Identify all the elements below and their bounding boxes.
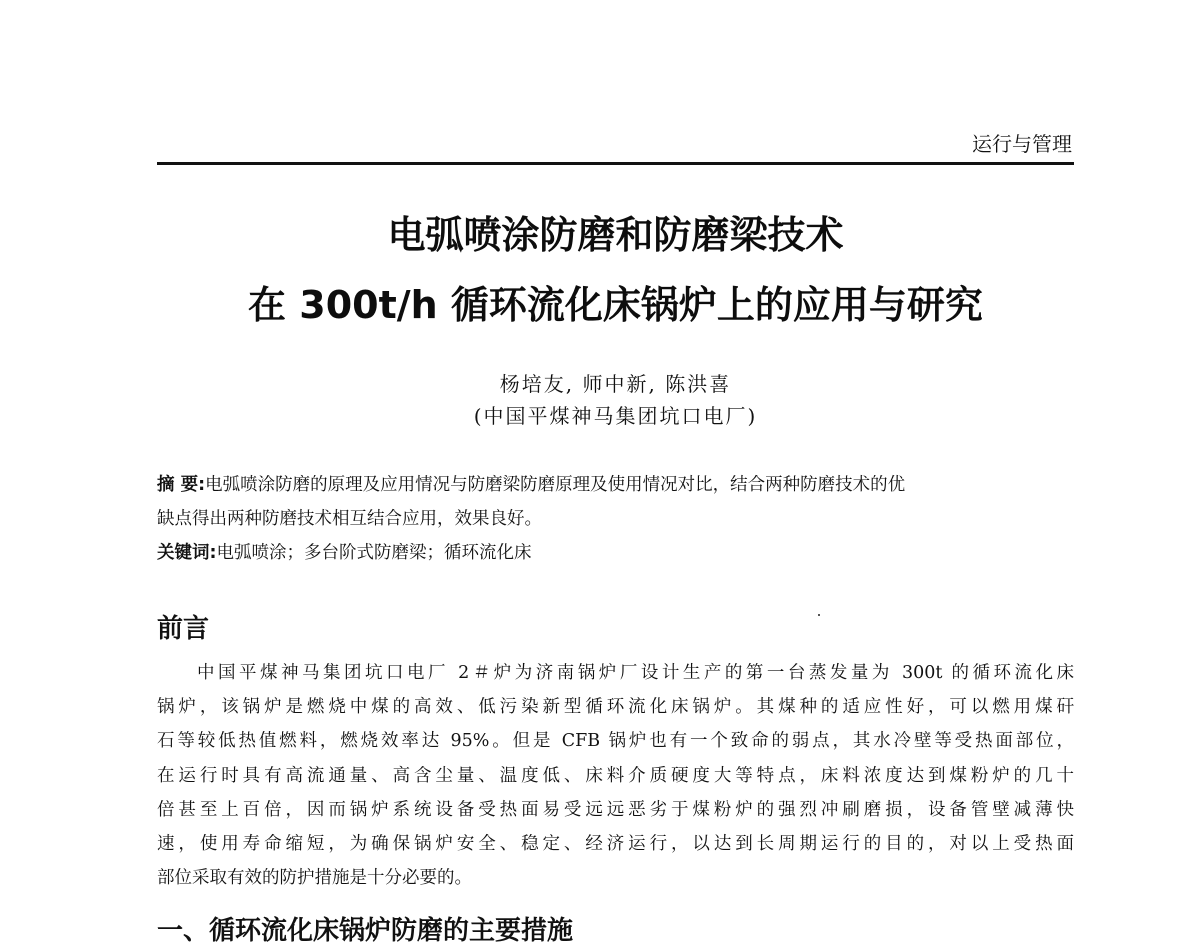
preface-heading: 前言 bbox=[157, 614, 210, 644]
author-names: 杨培友, 师中新, 陈洪喜 bbox=[499, 372, 732, 396]
header-rule bbox=[157, 162, 1074, 165]
section-1-heading: 一、循环流化床锅炉防磨的主要措施 bbox=[157, 916, 574, 946]
abstract-text-1: 电弧喷涂防磨的原理及应用情况与防磨梁防磨原理及使用情况对比，结合两种防磨技术的优 bbox=[205, 475, 906, 495]
paragraph-line: 在运行时具有高流通量、高含尘量、温度低、床料介质硬度大等特点，床料浓度达到煤粉炉的几十 bbox=[157, 765, 1074, 786]
abstract-block bbox=[157, 468, 1074, 570]
paragraph-line: 速，使用寿命缩短，为确保锅炉安全、稳定、经济运行，以达到长周期运行的目的，对以上受热面 bbox=[157, 834, 1074, 855]
title-line-1: 电弧喷涂防磨和防磨梁技术 bbox=[387, 213, 844, 257]
scan-speck bbox=[818, 614, 820, 616]
author-affiliation: (中国平煤神马集团坑口电厂) bbox=[473, 404, 758, 428]
paragraph-line: 倍甚至上百倍，因而锅炉系统设备受热面易受远远恶劣于煤粉炉的强烈冲刷磨损，设备管壁减薄快 bbox=[157, 799, 1074, 820]
keywords-label: 关键词: bbox=[157, 543, 217, 563]
abstract-label: 摘 要: bbox=[157, 475, 206, 495]
keywords-text: 电弧喷涂；多台阶式防磨梁；循环流化床 bbox=[216, 543, 532, 563]
author-block bbox=[157, 368, 1074, 432]
paragraph-line: 中国平煤神马集团坑口电厂 2＃炉为济南锅炉厂设计生产的第一台蒸发量为 300t 的循环流化床 bbox=[197, 663, 1074, 683]
abstract-line-2: 缺点得出两种防磨技术相互结合应用，效果良好。 bbox=[157, 509, 542, 529]
paragraph-line: 部位采取有效的防护措施是十分必要的。 bbox=[157, 868, 472, 889]
keywords-line bbox=[157, 536, 1074, 570]
section-tag: 运行与管理 bbox=[972, 132, 1072, 156]
preface-paragraph bbox=[157, 656, 1074, 895]
paper-title bbox=[157, 200, 1074, 340]
title-line-2: 在 300t/h 循环流化床锅炉上的应用与研究 bbox=[248, 283, 983, 327]
abstract-line-1 bbox=[157, 468, 1074, 502]
paragraph-line: 石等较低热值燃料，燃烧效率达 95%。但是 CFB 锅炉也有一个致命的弱点，其水冷壁等受热面部位， bbox=[157, 731, 1074, 752]
paragraph-line: 锅炉，该锅炉是燃烧中煤的高效、低污染新型循环流化床锅炉。其煤种的适应性好，可以燃用煤矸 bbox=[157, 697, 1074, 718]
